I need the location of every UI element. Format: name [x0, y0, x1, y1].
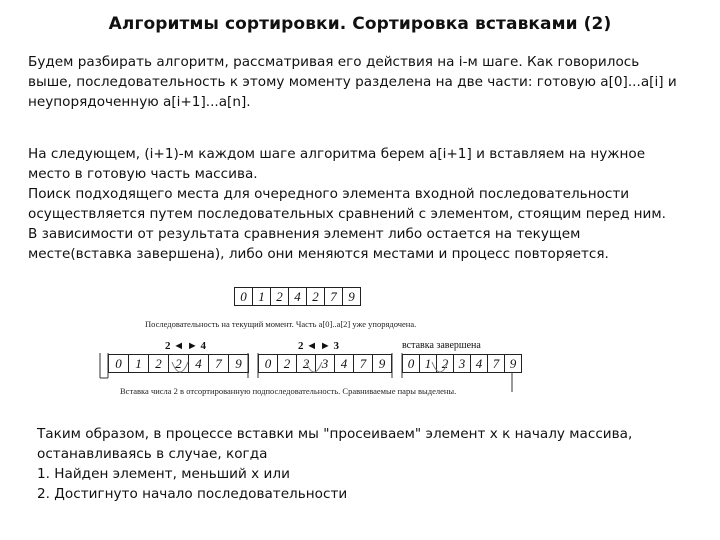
array-cell: 2 [270, 287, 289, 306]
array-cell: 9 [342, 287, 361, 306]
array-cell: 9 [504, 354, 522, 373]
array-cell: 7 [353, 354, 373, 373]
text-line: месте(вставка завершена), либо они меняются местами и процесс повторяется. [28, 246, 609, 262]
text-line: выше, последовательность к этому моменту разделена на две части: готовую a[0]...a[i] и [28, 74, 677, 90]
array-cell: 3 [453, 354, 471, 373]
array-cell: 7 [208, 354, 229, 373]
text-line: 1. Найден элемент, меньший x или [37, 466, 290, 482]
array-cell: 0 [258, 354, 278, 373]
array-cell: 4 [188, 354, 209, 373]
array-cell: 9 [228, 354, 249, 373]
array-cell: 4 [288, 287, 307, 306]
paragraph-intro [28, 52, 712, 112]
text-line: Будем разбирать алгоритм, рассматривая его действия на i-м шаге. Как говорилось [28, 54, 640, 70]
text-line: останавливаясь в случае, когда [37, 446, 268, 462]
array-cell: 0 [234, 287, 253, 306]
array-cell: 2 [148, 354, 169, 373]
array-cell: 1 [252, 287, 271, 306]
array-cell: 2 [306, 287, 325, 306]
array-cell: 2 [277, 354, 297, 373]
text-line: Поиск подходящего места для очередного элемента входной последовательности [28, 186, 630, 202]
compare-arc [432, 362, 448, 372]
array-cell: 4 [334, 354, 354, 373]
array-cell: 9 [372, 354, 392, 373]
paragraph-step [28, 144, 712, 264]
text-line: 2. Достигнуто начало последовательности [37, 486, 348, 502]
array-cell: 3 [315, 354, 335, 373]
array-cell: 2 [168, 354, 189, 373]
array-cell: 4 [470, 354, 488, 373]
text-line: осуществляется путем последовательных сравнений с элементом, стоящим перед ним. [28, 206, 666, 222]
array-cell: 0 [108, 354, 129, 373]
page-title: Алгоритмы сортировки. Сортировка вставками (2) [108, 14, 612, 34]
array-cell: 7 [487, 354, 505, 373]
text-line: В зависимости от результата сравнения элемент либо остается на текущем [28, 226, 581, 242]
array1-label: 2 ◄ ► 4 [165, 340, 207, 352]
text-line: место в готовую часть массива. [28, 166, 258, 182]
caption-bottom: Вставка числа 2 в отсортированную подпоследовательность. Сравниваемые пары выделены. [120, 386, 457, 396]
text-line: неупорядоченную a[i+1]...a[n]. [28, 94, 251, 110]
text-line: На следующем, (i+1)-м каждом шаге алгоритма берем a[i+1] и вставляем на нужное [28, 146, 646, 162]
array2-label: 2 ◄ ► 3 [298, 340, 340, 352]
compare-arc [172, 362, 188, 372]
paragraph-conclusion [37, 424, 720, 504]
text-line: Таким образом, в процессе вставки мы "просеиваем" элемент x к началу массива, [37, 426, 633, 442]
compare-arc [306, 362, 322, 372]
caption-top: Последовательность на текущий момент. Часть a[0]..a[2] уже упорядочена. [145, 319, 417, 329]
array-cell: 7 [324, 287, 343, 306]
array3-label: вставка завершена [402, 340, 481, 351]
array-cell: 0 [402, 354, 420, 373]
array-cell: 1 [419, 354, 437, 373]
array-cell: 2 [436, 354, 454, 373]
array-cell: 2 [296, 354, 316, 373]
array-cell: 1 [128, 354, 149, 373]
